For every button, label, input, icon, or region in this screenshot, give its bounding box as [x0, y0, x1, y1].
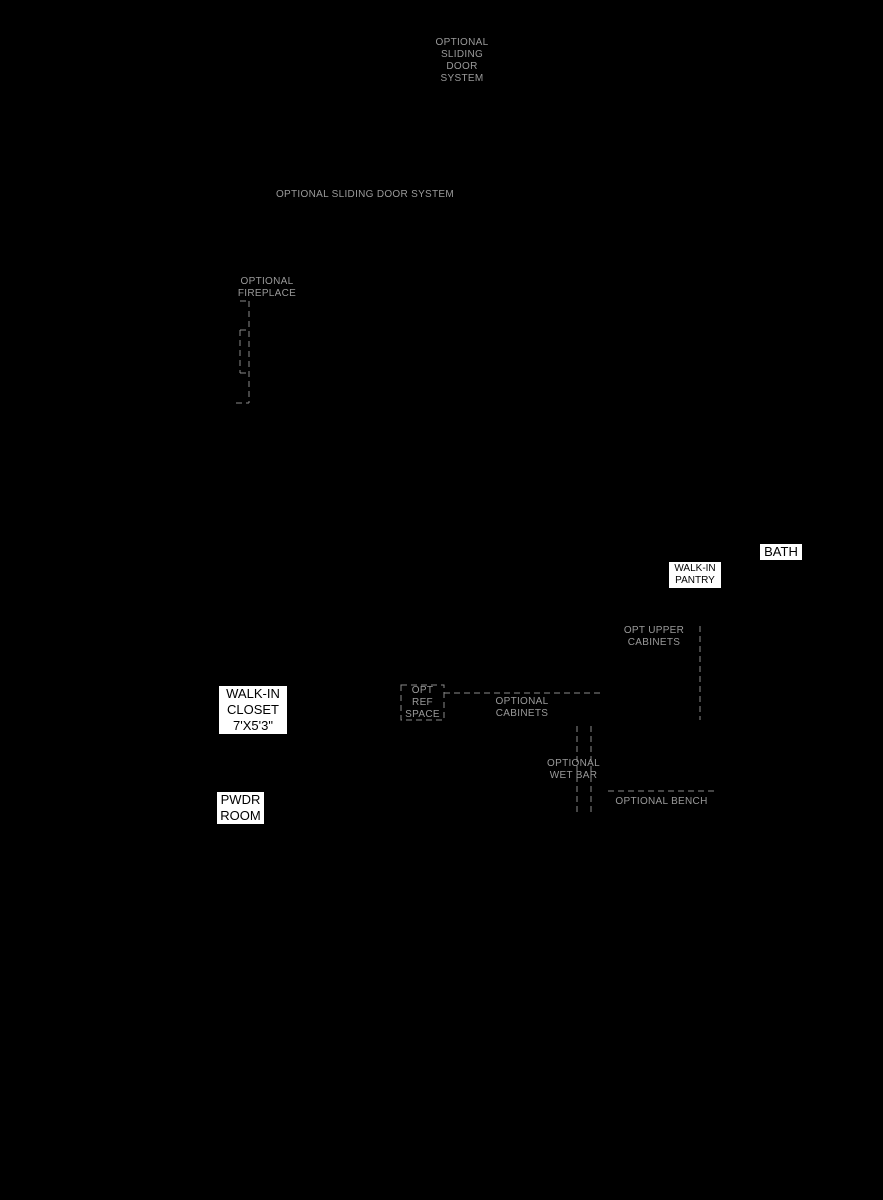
optional-cabinets-note: OPTIONAL CABINETS: [495, 696, 549, 719]
fireplace-note: OPTIONAL FIREPLACE: [237, 276, 297, 299]
ref-space-note: OPT REF SPACE: [405, 685, 440, 720]
optional-bench-note: OPTIONAL BENCH: [615, 796, 708, 807]
sliding-door-note-top: OPTIONAL SLIDING DOOR SYSTEM: [435, 37, 489, 84]
sliding-door-system-note: OPTIONAL SLIDING DOOR SYSTEM: [275, 189, 455, 200]
wet-bar-note: OPTIONAL WET BAR: [547, 758, 600, 781]
room-label-walk-in-pantry: WALK-IN PANTRY: [669, 562, 721, 588]
upper-cabinets-note: OPT UPPER CABINETS: [623, 625, 685, 648]
room-label-walk-in-closet: WALK-IN CLOSET 7'X5'3": [219, 686, 287, 734]
fireplace-outline: [236, 301, 249, 403]
room-label-pwdr-room: PWDR ROOM: [217, 792, 264, 824]
room-label-bath: BATH: [760, 544, 802, 560]
